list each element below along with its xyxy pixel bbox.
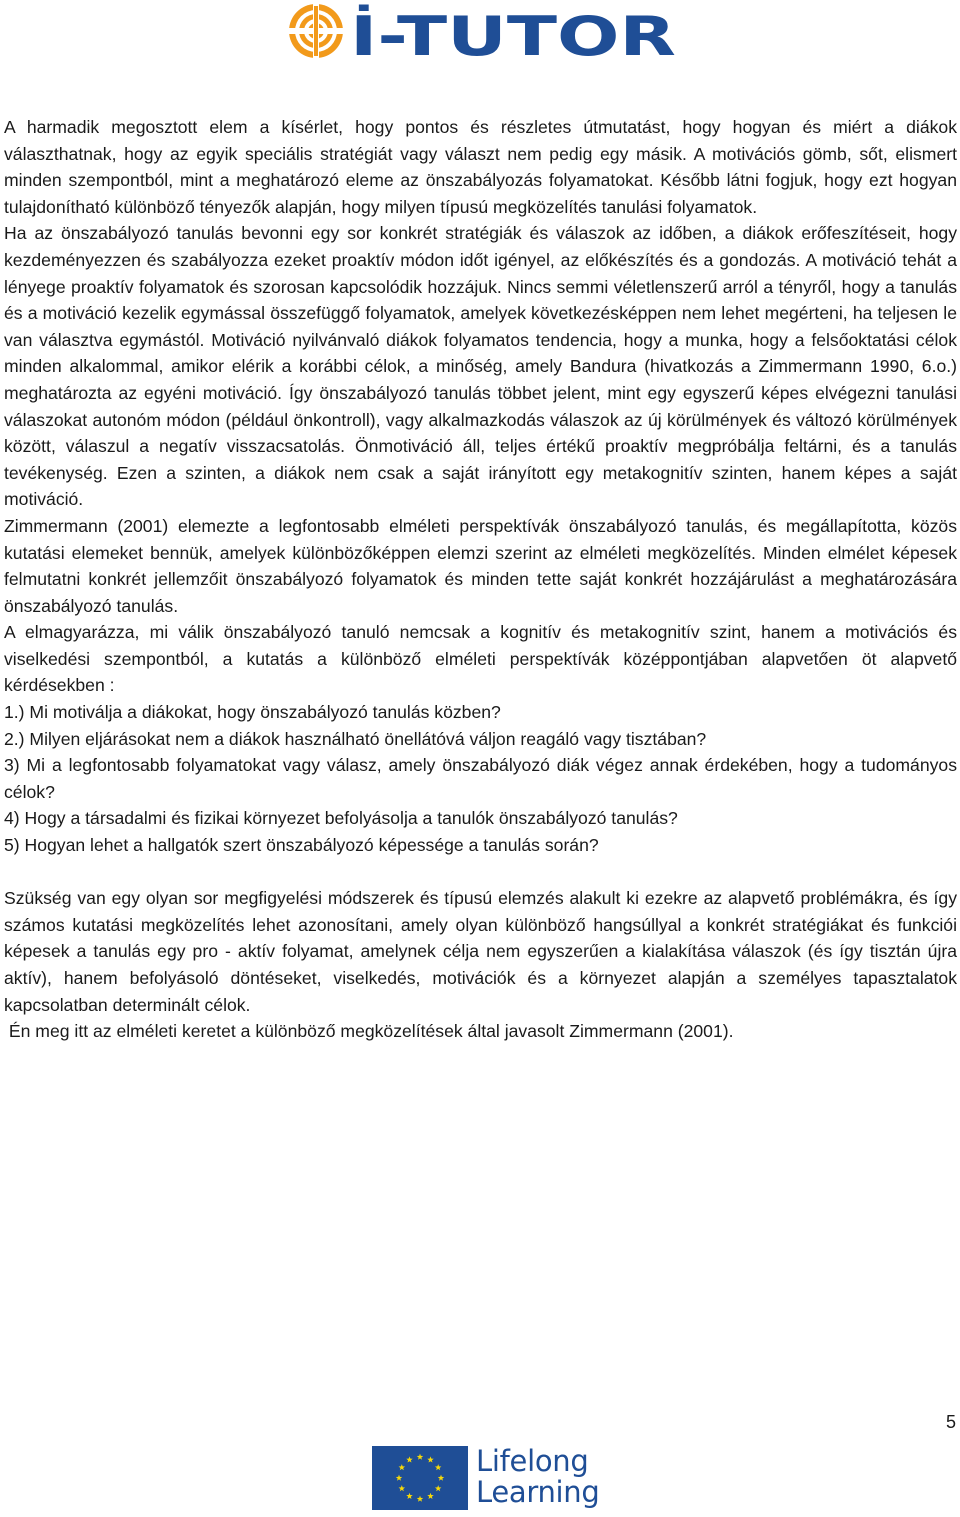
logo-text: İ-TUTOR [350,5,676,60]
paragraph-spacer [4,859,957,886]
program-name [476,1446,600,1508]
program-name-line2: Learning [476,1475,600,1509]
paragraph: A harmadik megosztott elem a kísérlet, hogy pontos és részletes útmutatást, hogy hogyan és miért a diákok választhatnak, hogy az egyik speciális stratégiát vagy választ nem pedig egy másik. A motivációs gömb, sőt, elismert minden szempontból, mint a meghatározó eleme az önszabályozás folyamatokat. Később látni fogjuk, hogy ezt hogyan tulajdonítható különböző tényezők alapján, hogy milyen típusú megközelítés tanulási folyamatok. [4,117,957,217]
list-item: 4) Hogy a társadalmi és fizikai környezet befolyásolja a tanulók önszabályozó tanulás? [4,808,678,829]
list-item: 3) Mi a legfontosabb folyamatokat vagy válasz, amely önszabályozó diák végez annak érdekében, hogy a tudományos célok? [4,755,957,802]
paragraph: Szükség van egy olyan sor megfigyelési módszerek és típusú elemzés alakult ki ezekre az alapvető problémákra, és így számos kutatási megközelítés lehet azonosítani, amely olyan különböző hangsúllyal a konkrét stratégiákat és funkciói képesek a tanulás egy pro - aktív folyamat, amelynek célja nem egyszerűen a kialakítása válaszok (és így tisztán újra aktív), hanem befolyásoló döntéseket, viselkedés, motivációk és a környezet alapján a személyes tapasztalatok kapcsolatban determinált célok. [4,888,957,1015]
paragraph: Én meg itt az elméleti keretet a különböző megközelítések által javasolt Zimmermann (2001). [4,1021,734,1042]
i-tutor-logo [282,2,682,60]
paragraph: Zimmermann (2001) elemezte a legfontosabb elméleti perspektívák önszabályozó tanulás, és megállapította, közös kutatási elemeket bennük, amelyek különbözőképpen elemzi szerint az elméleti megközelítés. Minden elmélet képesek felmutatni konkrét jellemzőit önszabályozó folyamatok és minden tette saját konkrét hozzájárulást a meghatározására önszabályozó tanulás. [4,515,957,616]
list-item: 1.) Mi motiválja a diákokat, hogy önszabályozó tanulás közben? [4,702,501,723]
paragraph: A elmagyarázza, mi válik önszabályozó tanuló nemcsak a kognitív és metakognitív szint, hanem a motivációs és viselkedési szempontból, a kutatás a különböző elméleti perspektívák középpontjában alapvetően öt alapvető kérdésekben : [4,622,957,696]
paragraph: Ha az önszabályozó tanulás bevonni egy sor konkrét stratégiák és válaszok az időben, a diákok erőfeszítéseit, hogy kezdeményezzen és szabályozza ezeket proaktív módon időt igényel, az előkészítés és a gondozás. A motiváció tehát a lényege proaktív folyamatok és szorosan kapcsolódik hozzájuk. Nincs semmi véletlenszerű arról a tényről, hogy a tanulás és a motiváció kezelik egymással összefüggő folyamatok, amelyek következésképpen nem lehet megérteni, ha teljesen le van választva egymástól. Motiváció nyilvánvaló diákok folyamatos tendencia, hogy a munka, hogy a felsőoktatási célok minden alkalommal, amikor elérik a korábbi célok, a minőség, amely Bandura (hivatkozás a Zimmermann 1990, 6.o.) meghatározta az egyéni motiváció. Így önszabályozó tanulás többet jelent, mint egy egyszerű képes elvégezni tanulási válaszokat autonóm módon (például önkontroll), vagy alkalmazkodás válaszok az új körülmények és változó körülmények között, válaszul a negatív visszacsatolás. Önmotiváció áll, teljes értékű proaktív megpróbálja feltárni, és a tanulás tevékenység. Ezen a szinten, a diákok nem csak a saját irányított egy metakognitív szinten, hanem képes a saját motiváció. [4,223,957,510]
page-number: 5 [945,1412,956,1432]
eu-flag-icon [372,1446,468,1510]
lifelong-learning-logo [372,1444,602,1514]
program-name-line1: Lifelong [476,1444,589,1478]
document-body [4,114,957,1045]
list-item: 5) Hogyan lehet a hallgatók szert önszabályozó képessége a tanulás során? [4,835,599,856]
list-item: 2.) Milyen eljárásokat nem a diákok használható önellátóvá váljon reagáló vagy tisztában? [4,728,707,749]
logo-emblem-icon [287,2,345,60]
